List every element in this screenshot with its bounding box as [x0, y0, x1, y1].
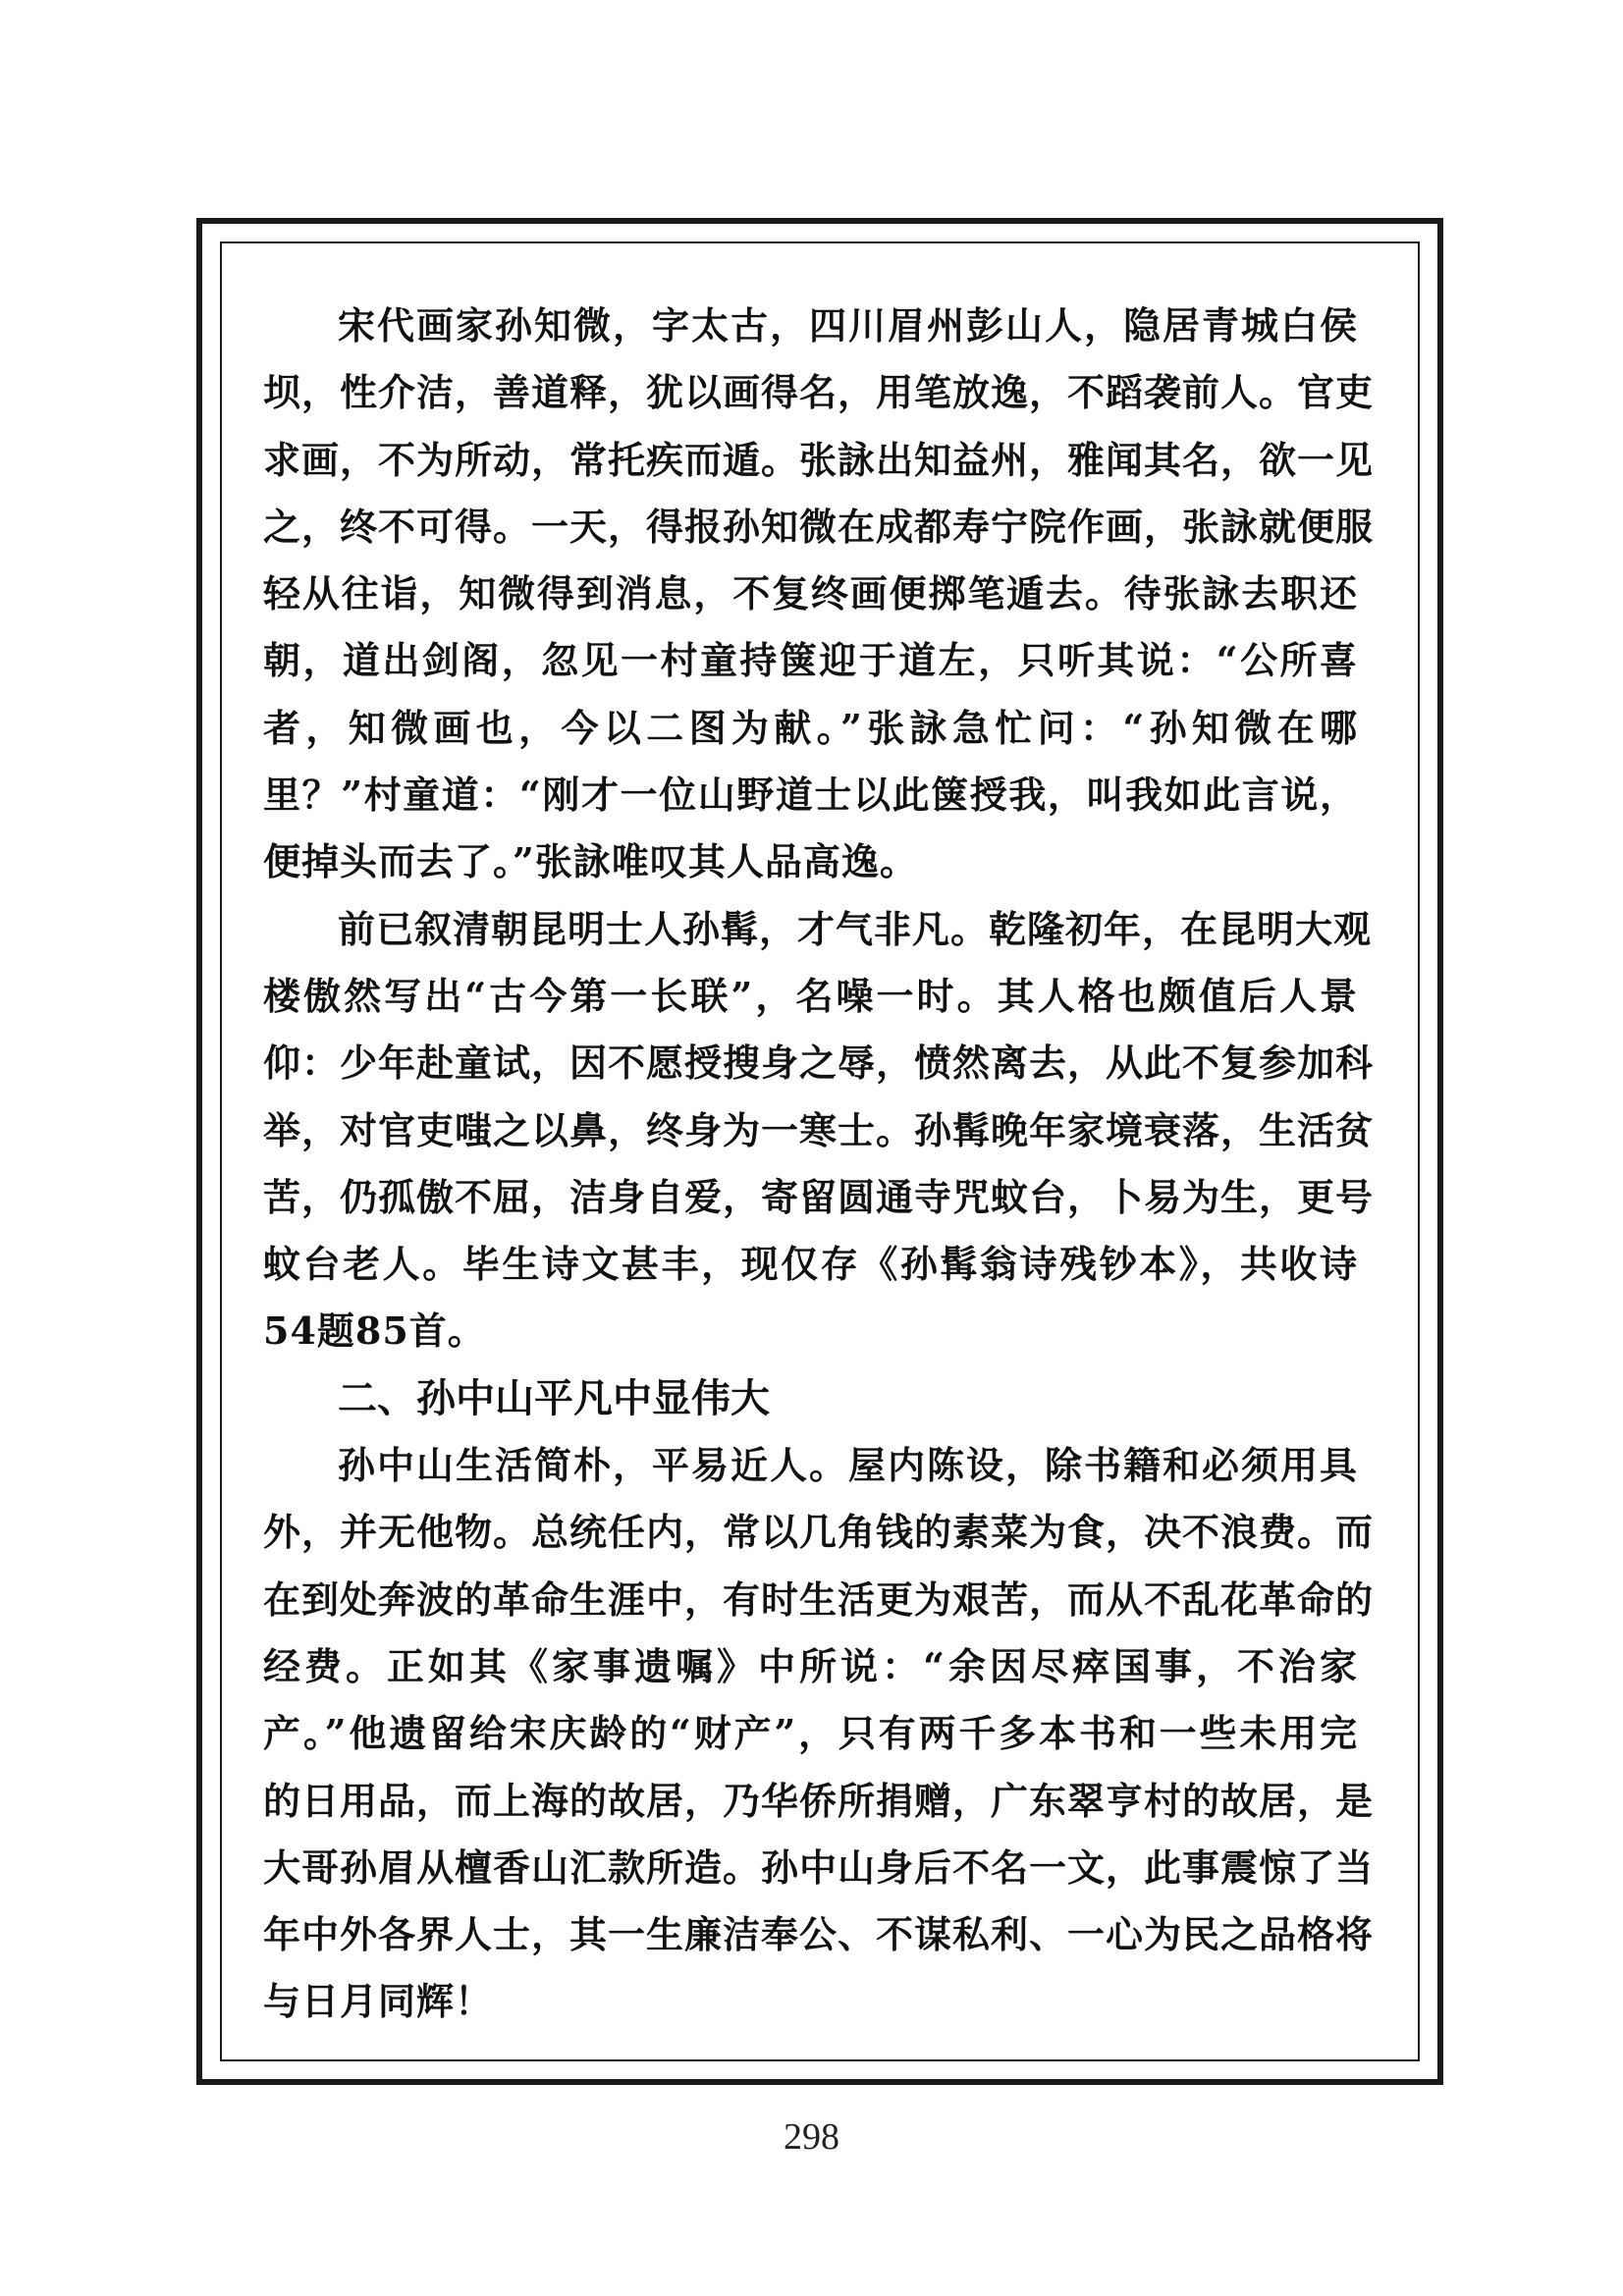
page-number: 298 — [784, 2116, 839, 2158]
text-line: 朝，道出剑阁，忽见一村童持箧迎于道左，只听其说：“公所喜 — [263, 638, 1358, 683]
text-line: 年中外各界人士，其一生廉洁奉公、不谋私利、一心为民之品格将 — [263, 1912, 1375, 1957]
text-line: 宋代画家孙知微，字太古，四川眉州彭山人，隐居青城白侯 — [338, 303, 1358, 347]
text-line: 54题85首。 — [263, 1308, 486, 1354]
text-line: 楼傲然写出“古今第一长联”，名噪一时。其人格也颇值后人景 — [263, 973, 1358, 1018]
text-line: 蚊台老人。毕生诗文甚丰，现仅存《孙髯翁诗残钞本》，共收诗 — [263, 1242, 1358, 1287]
text-line: 轻从往诣，知微得到消息，不复终画便掷笔遁去。待张詠去职还 — [263, 571, 1358, 616]
text-line: 里？”村童道：“刚才一位山野道士以此箧授我，叫我如此言说， — [263, 773, 1358, 818]
text-line: 外，并无他物。总统任内，常以几角钱的素菜为食，决不浪费。而 — [263, 1510, 1375, 1555]
paragraph-sun-zhongshan — [263, 1432, 1375, 2036]
text-line: 经费。正如其《家事遗嘱》中所说：“余因尽瘁国事，不治家 — [263, 1643, 1358, 1688]
text-line: 求画，不为所动，常托疾而遁。张詠出知益州，雅闻其名，欲一见 — [263, 437, 1375, 482]
text-line: 举，对官吏嗤之以鼻，终身为一寒士。孙髯晚年家境衰落，生活贫 — [263, 1107, 1375, 1152]
text-line: 便掉头而去了。”张詠唯叹其人品高逸。 — [263, 839, 918, 884]
text-line: 孙中山生活简朴，平易近人。屋内陈设，除书籍和必须用具 — [338, 1443, 1358, 1488]
page-body — [263, 293, 1375, 2036]
paragraph-sun-ran — [263, 896, 1375, 1365]
text-line: 者，知微画也，今以二图为献。”张詠急忙问：“孙知微在哪 — [263, 705, 1358, 750]
text-line: 在到处奔波的革命生涯中，有时生活更为艰苦，而从不乱花革命的 — [263, 1576, 1375, 1622]
text-line: 的日用品，而上海的故居，乃华侨所捐赠，广东翠亨村的故居，是 — [263, 1778, 1375, 1823]
text-line: 产。”他遗留给宋庆龄的“财产”，只有两千多本书和一些未用完 — [263, 1711, 1358, 1756]
text-line: 大哥孙眉从檀香山汇款所造。孙中山身后不名一文，此事震惊了当 — [263, 1844, 1375, 1890]
text-line: 前已叙清朝昆明士人孙髯，才气非凡。乾隆初年，在昆明大观 — [338, 906, 1373, 951]
text-line: 苦，仍孤傲不屈，洁身自爱，寄留圆通寺咒蚊台，卜易为生，更号 — [263, 1174, 1375, 1219]
text-line: 坝，性介洁，善道释，犹以画得名，用笔放逸，不蹈袭前人。官吏 — [263, 370, 1375, 415]
text-line: 之，终不可得。一天，得报孙知微在成都寿宁院作画，张詠就便服 — [263, 504, 1375, 549]
text-line: 仰：少年赴童试，因不愿授搜身之辱，愤然离去，从此不复参加科 — [263, 1041, 1375, 1086]
paragraph-sun-zhiwei — [263, 293, 1375, 896]
section-heading: 二、孙中山平凡中显伟大 — [338, 1375, 770, 1421]
text-line: 与日月同辉！ — [263, 1979, 494, 2024]
